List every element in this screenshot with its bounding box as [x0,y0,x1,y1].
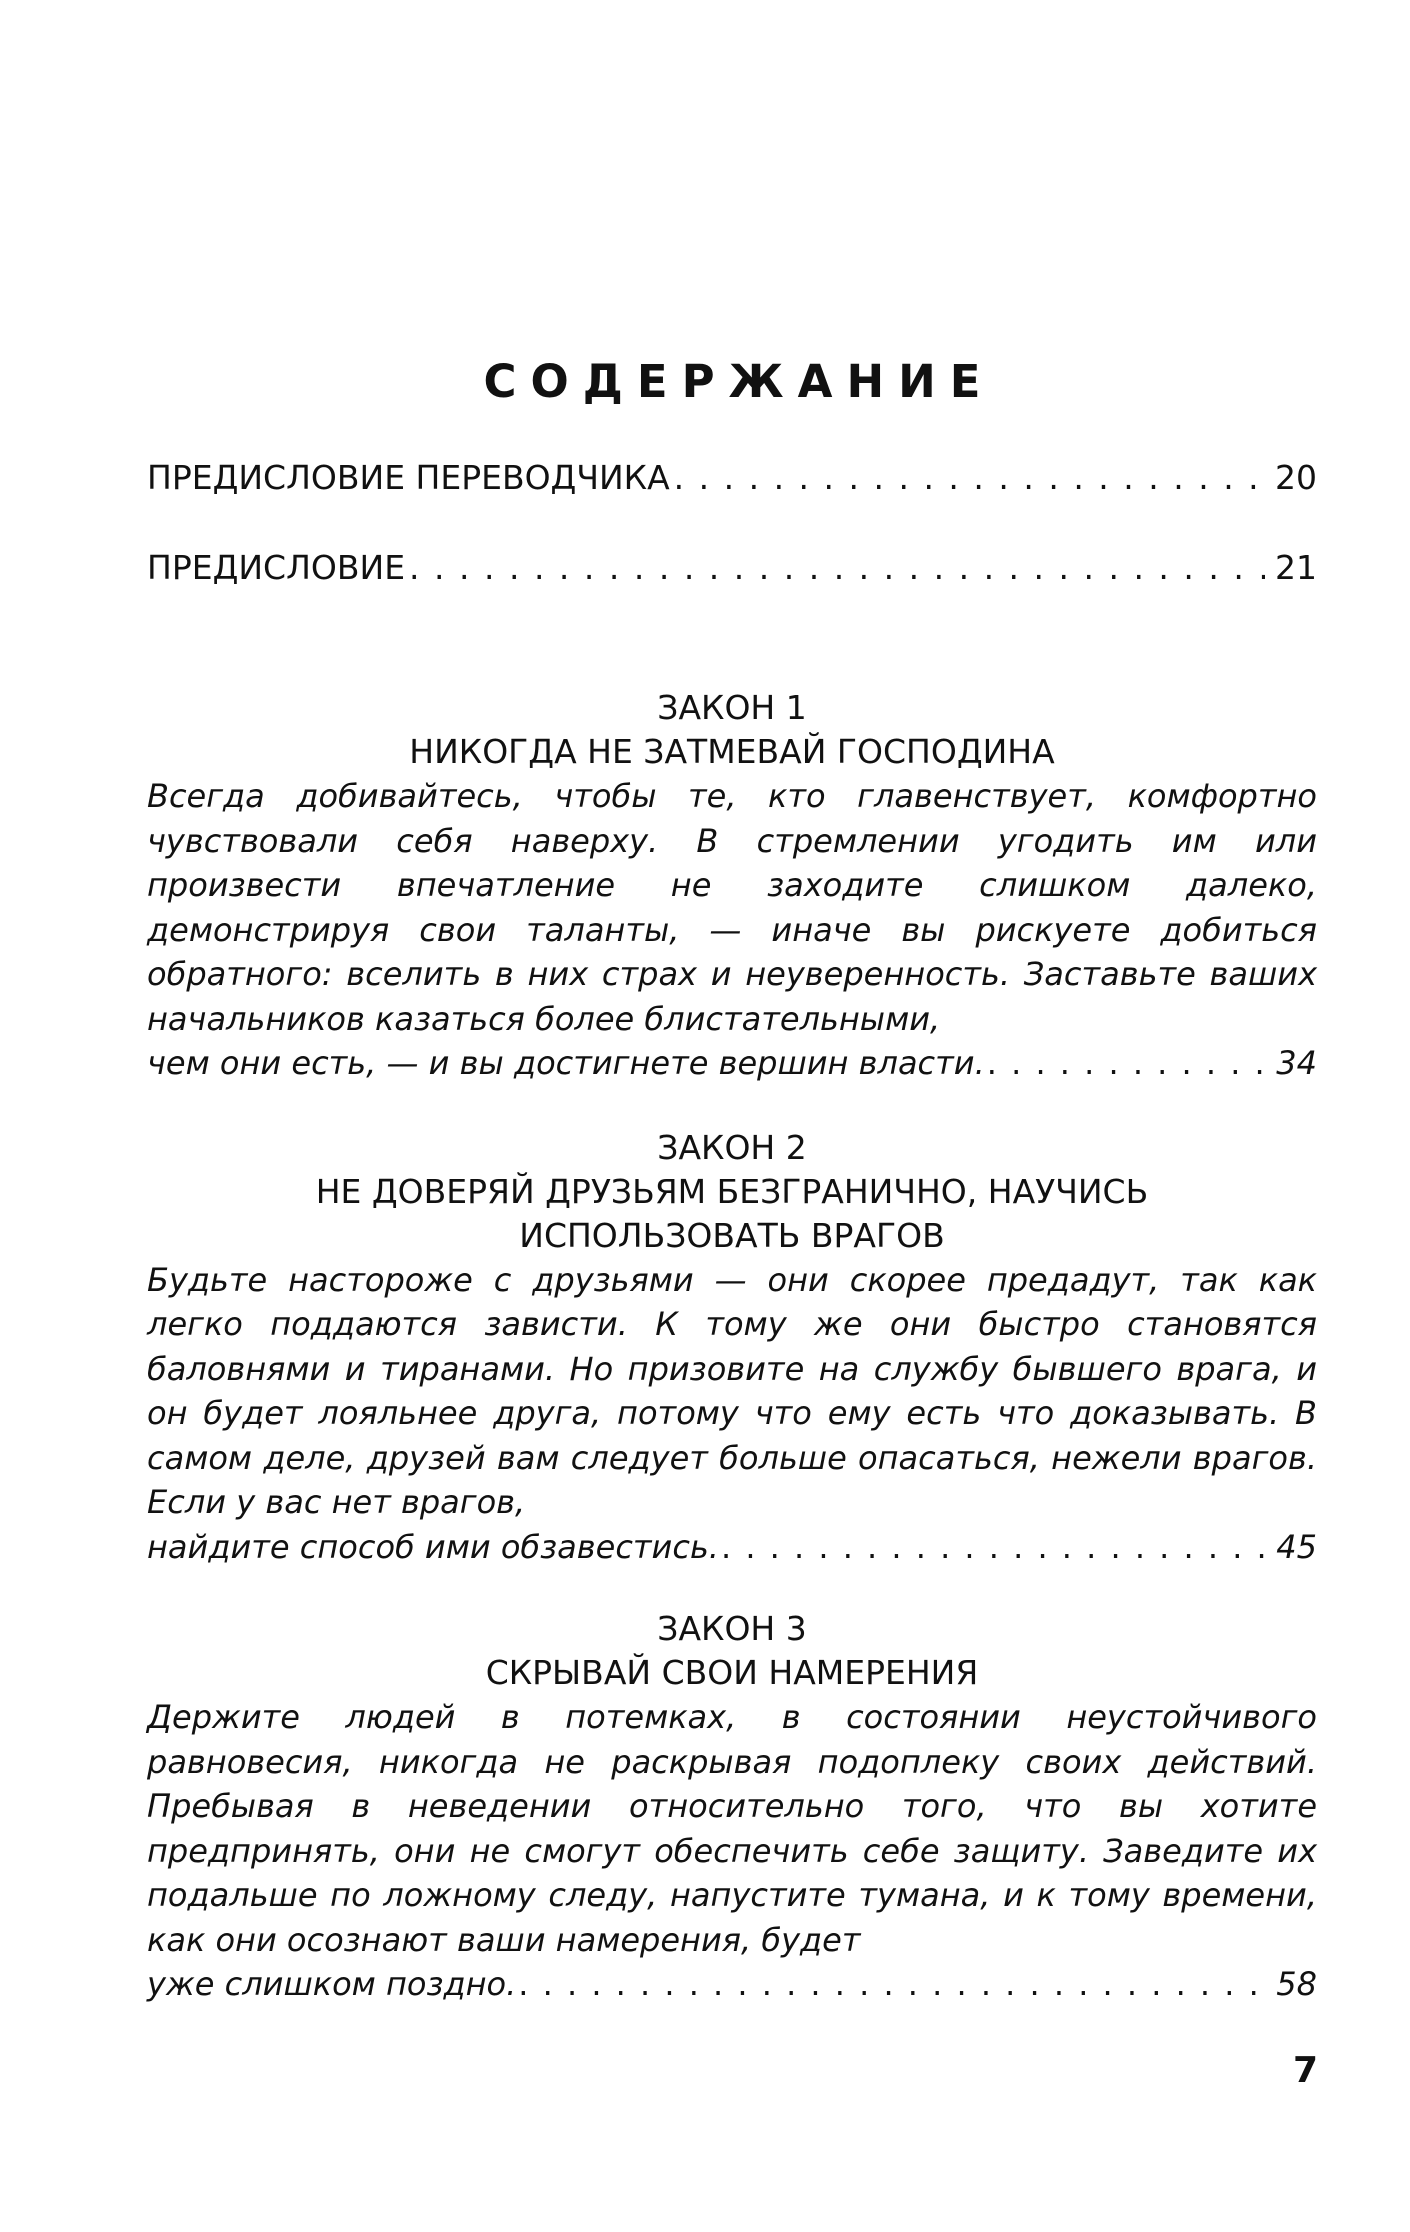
law-title: НИКОГДА НЕ ЗАТМЕВАЙ ГОСПОДИНА [409,732,1055,771]
law-number: ЗАКОН 2 [657,1127,807,1167]
law-description: Всегда добивайтесь, чтобы те, кто главенствует, комфортно чувствовали себя наверху. В стремлении угодить им или произвести впечатление не заходите слишком далеко, демонстрируя свои таланты, — иначе вы рискуете добиться обратного: вселить в них страх и неуверенность. Заставьте ваших начальников казаться более блистательными, [147,777,1317,1038]
law-entry-3 [147,1607,1317,2007]
law-description-tail: чем они есть, — и вы достигнете вершин власти. [147,1044,985,1082]
dot-leader [518,1962,1268,2007]
law-description: Держите людей в потемках, в состоянии неустойчивого равновесия, никогда не раскрывая подоплеку своих действий. Пребывая в неведении относительно того, что вы хотите предпринять, они не смогут обеспечить себе защиту. Заведите их подальше по ложному следу, напустите тумана, и к тому времени, как они осознают ваши намерения, будет [147,1698,1317,1959]
law-description-tail: уже слишком поздно. [147,1965,517,2003]
toc-page-number: 58 [1276,1965,1317,2003]
toc-page-number: 45 [1276,1527,1317,1566]
page-folio-number: 7 [1292,2050,1318,2091]
law-description-last-line [147,1525,1317,1570]
law-entry-2 [147,1126,1317,1570]
law-description-tail: найдите способ ими обзавестись. [147,1527,719,1566]
law-title: СКРЫВАЙ СВОИ НАМЕРЕНИЯ [485,1653,979,1692]
toc-page-number: 20 [1275,458,1317,497]
law-entry-1 [147,686,1317,1086]
law-title: НЕ ДОВЕРЯЙ ДРУЗЬЯМ БЕЗГРАНИЧНО, НАУЧИСЬ [315,1171,1149,1211]
law-description-last-line [147,1041,1317,1086]
dot-leader [409,546,1265,590]
toc-page-number: 34 [1276,1044,1317,1082]
dot-leader [674,456,1265,500]
law-number: ЗАКОН 1 [657,688,807,727]
toc-entry-label: ПРЕДИСЛОВИЕ [147,548,406,587]
law-description: Будьте настороже с друзьями — они скорее предадут, так как легко поддаются зависти. К тому же они быстро становятся баловнями и тиранами. Но призовите на службу бывшего врага, и он будет лояльнее друга, потому что ему есть что доказывать. В самом деле, друзей вам следует больше опасаться, нежели врагов. Если у вас нет врагов, [147,1260,1317,1521]
law-number: ЗАКОН 3 [657,1609,807,1648]
toc-entry-label: ПРЕДИСЛОВИЕ ПЕРЕВОДЧИКА [147,458,670,497]
toc-page-number: 21 [1275,548,1317,587]
toc-entry-preface [147,546,1317,590]
dot-leader [721,1525,1268,1570]
dot-leader [987,1041,1269,1086]
page-title: СОДЕРЖАНИЕ [483,355,995,408]
law-title-continued: ИСПОЛЬЗОВАТЬ ВРАГОВ [519,1215,945,1255]
toc-entry-translator-preface [147,456,1317,500]
law-description-last-line [147,1962,1317,2007]
table-of-contents [147,355,1317,2007]
